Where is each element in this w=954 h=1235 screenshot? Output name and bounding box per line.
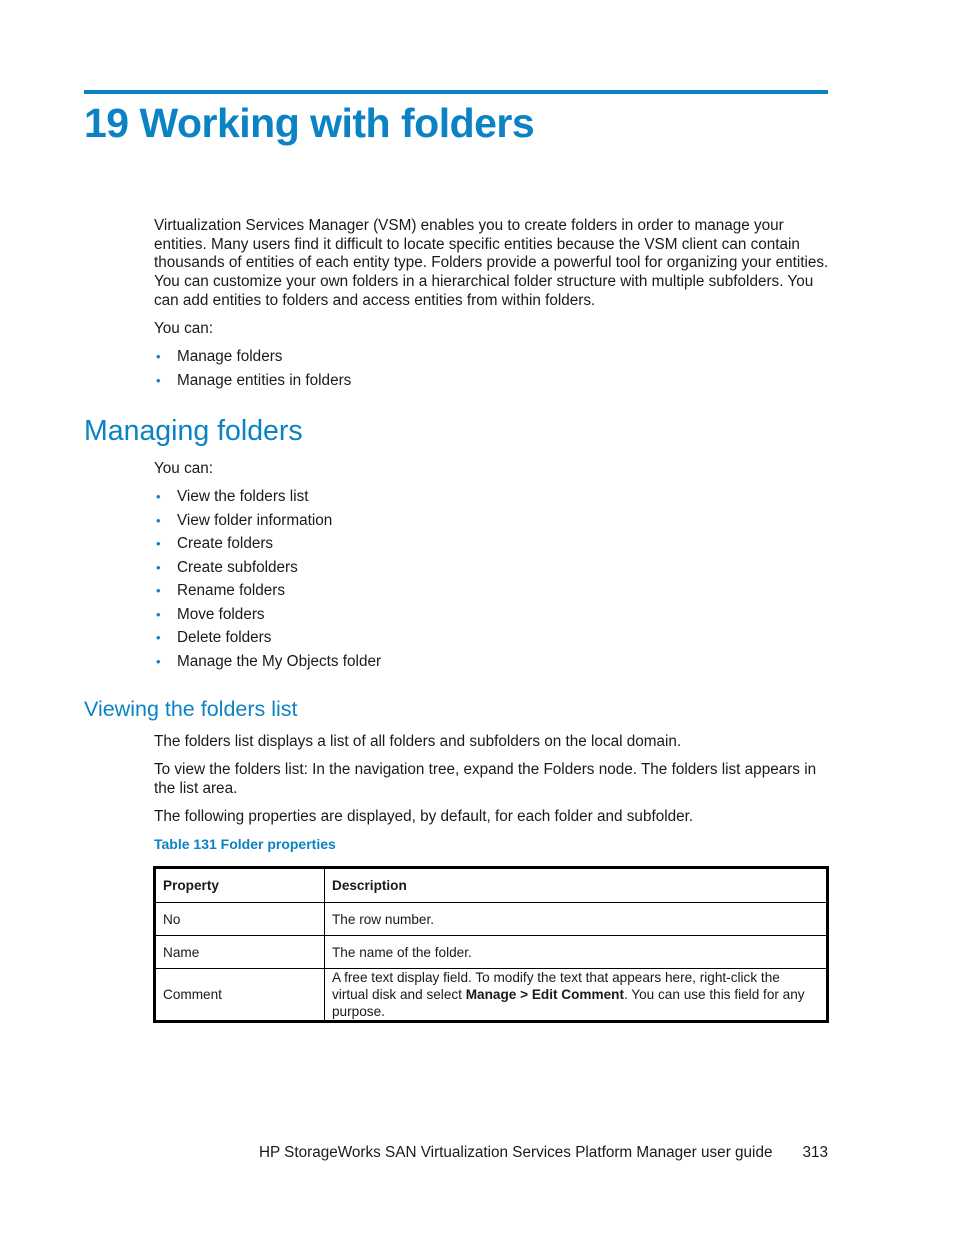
page-number: 313 bbox=[802, 1144, 828, 1161]
viewing-paragraph-1: The folders list displays a list of all folders and subfolders on the local domain. bbox=[154, 733, 682, 750]
folder-properties-table bbox=[153, 866, 829, 1023]
bullet-icon: • bbox=[156, 653, 161, 669]
bullet-icon: • bbox=[156, 349, 161, 364]
list-item: • Create folders bbox=[156, 535, 274, 552]
column-header-property: Property bbox=[155, 868, 325, 903]
property-cell: Name bbox=[155, 936, 325, 969]
chapter-title: 19 Working with folders bbox=[84, 100, 535, 146]
list-item: • Manage entities in folders bbox=[156, 371, 352, 389]
viewing-paragraph-2: To view the folders list: In the navigation tree, expand the Folders node. The folders list appears in the list area. bbox=[154, 761, 817, 797]
property-cell: Comment bbox=[155, 969, 325, 1022]
description-cell: The row number. bbox=[325, 903, 828, 936]
table-caption: Table 131 Folder properties bbox=[154, 836, 336, 852]
table-row bbox=[155, 936, 828, 969]
bullet-icon: • bbox=[156, 559, 161, 575]
bullet-icon: • bbox=[156, 583, 161, 598]
list-item: • Delete folders bbox=[156, 629, 272, 646]
column-header-description: Description bbox=[325, 868, 828, 903]
bullet-icon: • bbox=[156, 606, 161, 622]
page-footer bbox=[0, 1144, 828, 1162]
list-item: • View the folders list bbox=[156, 488, 309, 505]
list-item: • Create subfolders bbox=[156, 558, 298, 576]
managing-bullet-list bbox=[154, 488, 381, 676]
footer-guide-title: HP StorageWorks SAN Virtualization Services Platform Manager user guide bbox=[258, 1144, 773, 1161]
table-row bbox=[155, 969, 828, 1022]
intro-paragraph: Virtualization Services Manager (VSM) enables you to create folders in order to manage your entities. Many users find it difficult to locate specific entities because the VSM client can contain thousands of entities of each entity type. Folders provide a powerful tool for organizing your entities. You can customize your own folders in a hierarchical folder structure with multiple subfolders. You can add entities to folders and access entities from within folders. bbox=[154, 217, 829, 309]
description-cell: The name of the folder. bbox=[325, 936, 828, 969]
property-cell: No bbox=[155, 903, 325, 936]
intro-you-can: You can: bbox=[154, 320, 213, 337]
intro-bullet-list bbox=[154, 348, 351, 395]
list-item: • Rename folders bbox=[156, 582, 285, 599]
menu-path-text: Manage > Edit Comment bbox=[465, 987, 624, 1002]
list-item: • View folder information bbox=[156, 511, 333, 529]
bullet-icon: • bbox=[156, 512, 161, 528]
section-heading-managing-folders: Managing folders bbox=[84, 415, 303, 447]
table-row bbox=[155, 903, 828, 936]
bullet-icon: • bbox=[156, 372, 161, 388]
bullet-icon: • bbox=[156, 489, 161, 504]
viewing-paragraph-3: The following properties are displayed, by default, for each folder and subfolder. bbox=[154, 808, 694, 825]
list-item: • Manage folders bbox=[156, 348, 283, 365]
table-header-row bbox=[155, 868, 828, 903]
managing-you-can: You can: bbox=[154, 460, 213, 477]
description-cell: A free text display field. To modify the text that appears here, right-click the virtual disk and select Manage > Edit Comment. You can use this field for any purpose. bbox=[325, 969, 828, 1022]
chapter-top-rule bbox=[84, 90, 828, 94]
list-item: • Manage the My Objects folder bbox=[156, 652, 382, 670]
bullet-icon: • bbox=[156, 536, 161, 551]
subsection-heading-viewing-folders-list: Viewing the folders list bbox=[84, 697, 298, 721]
list-item: • Move folders bbox=[156, 605, 265, 623]
bullet-icon: • bbox=[156, 630, 161, 645]
